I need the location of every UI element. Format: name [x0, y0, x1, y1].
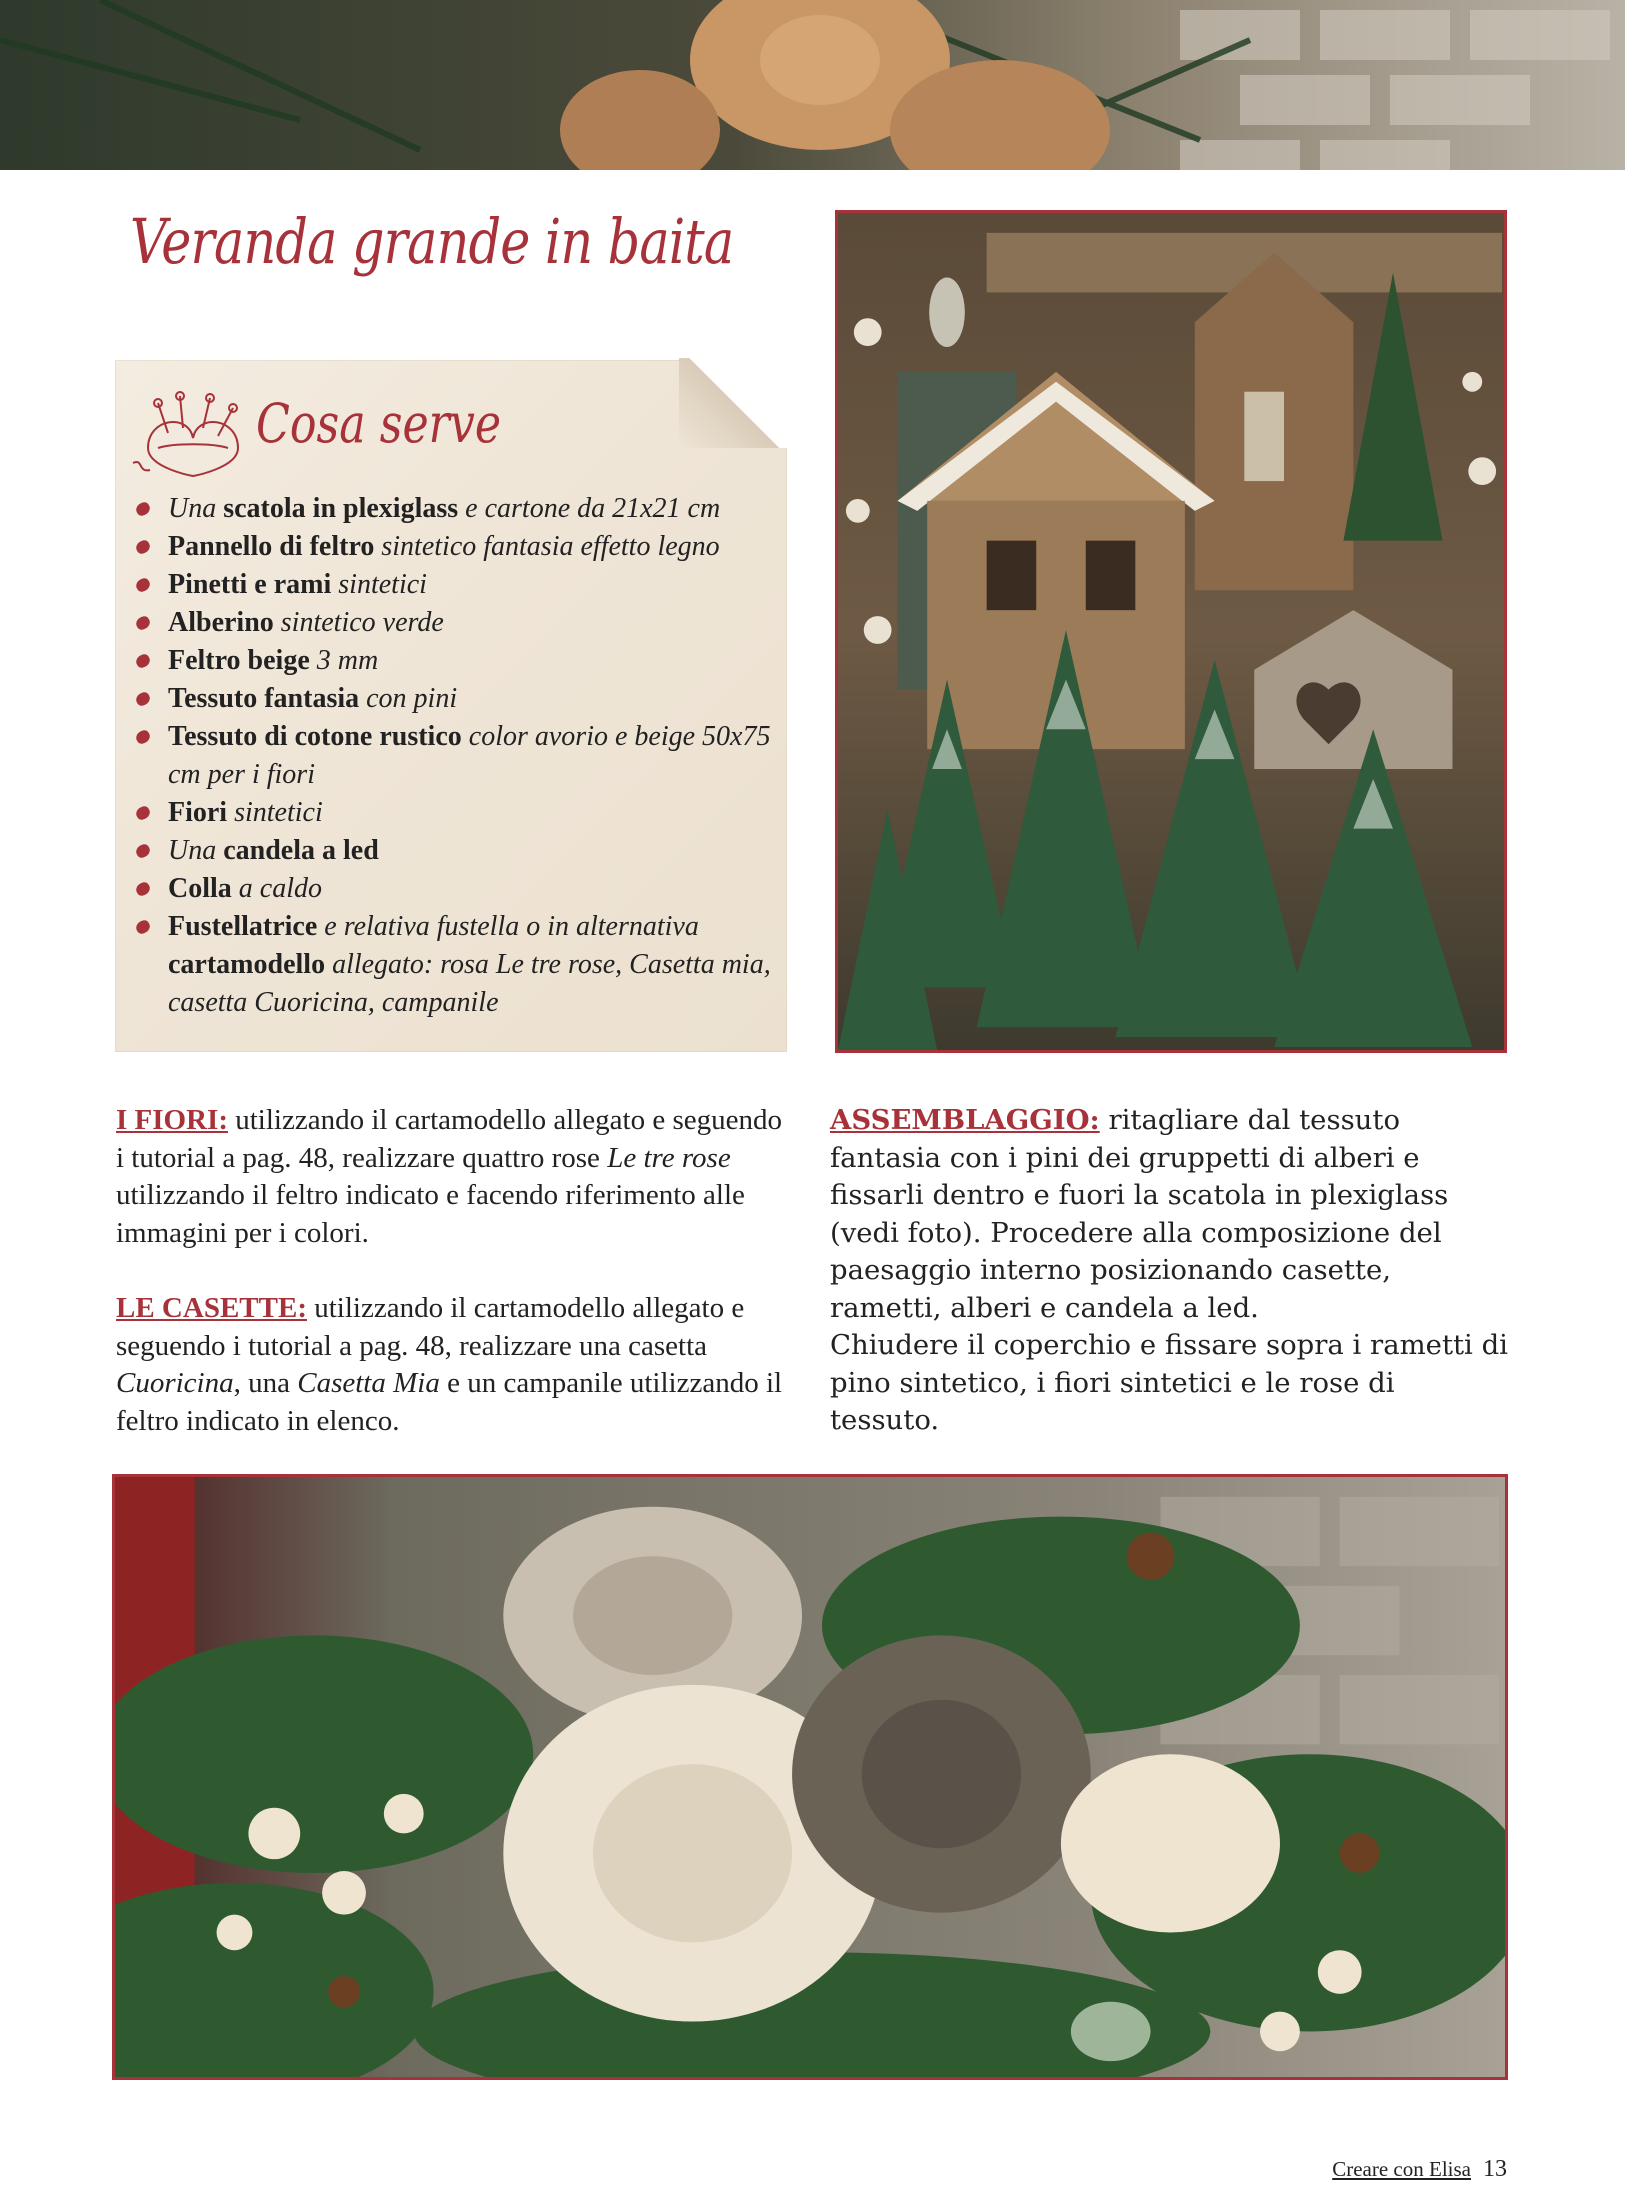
materials-header: [128, 388, 628, 478]
pincushion-icon: [128, 388, 258, 480]
cabin-photo: [835, 210, 1507, 1053]
list-item: Una scatola in plexiglass e cartone da 21x21 cm: [130, 490, 790, 528]
article-title: Veranda grande in baita: [130, 205, 734, 278]
list-item: Fustellatrice e relativa fustella o in alternativa cartamodello allegato: rosa Le tre rose, Casetta mia, casetta Cuoricina, campanile: [130, 908, 790, 1022]
header-photo: [0, 0, 1625, 170]
list-item: Pannello di feltro sintetico fantasia effetto legno: [130, 528, 790, 566]
list-item: Pinetti e rami sintetici: [130, 566, 790, 604]
page-number: 13: [1483, 2156, 1507, 2182]
assemblaggio-paragraph-2: Chiudere il coperchio e fissare sopra i rametti di pino sintetico, i fiori sintetici e le rose di tessuto.: [830, 1329, 1508, 1436]
instructions-right-column: [830, 1102, 1510, 1440]
list-item: Tessuto fantasia con pini: [130, 680, 790, 718]
casette-heading: LE CASETTE:: [116, 1292, 307, 1324]
flowers-photo: [112, 1474, 1508, 2080]
assemblaggio-heading: ASSEMBLAGGIO:: [830, 1104, 1100, 1136]
page-footer: [1332, 2156, 1507, 2183]
list-item: Colla a caldo: [130, 870, 790, 908]
assemblaggio-paragraph: ASSEMBLAGGIO: ritagliare dal tessuto fantasia con i pini dei gruppetti di alberi e fissarli dentro e fuori la scatola in plexiglass (vedi foto). Procedere alla composizione del paesaggio interno posizionando casette, rametti, alberi e candela a led.: [830, 1104, 1449, 1324]
list-item: Alberino sintetico verde: [130, 604, 790, 642]
fiori-heading: I FIORI:: [116, 1104, 228, 1136]
materials-list: [130, 490, 790, 1022]
list-item: Feltro beige 3 mm: [130, 642, 790, 680]
fiori-paragraph: I FIORI: utilizzando il cartamodello allegato e seguendo i tutorial a pag. 48, realizzare quattro rose Le tre rose utilizzando il feltro indicato e facendo riferimento alle immagini per i colori.: [116, 1104, 783, 1249]
magazine-brand: Creare con Elisa: [1332, 2157, 1471, 2181]
materials-title: Cosa serve: [256, 392, 502, 455]
instructions-left-column: [116, 1102, 796, 1440]
list-item: Tessuto di cotone rustico color avorio e beige 50x75 cm per i fiori: [130, 718, 790, 794]
list-item: Una candela a led: [130, 832, 790, 870]
list-item: Fiori sintetici: [130, 794, 790, 832]
casette-paragraph: LE CASETTE: utilizzando il cartamodello allegato e seguendo i tutorial a pag. 48, realizzare una casetta Cuoricina, una Casetta Mia e un campanile utilizzando il feltro indicato in elenco.: [116, 1292, 783, 1437]
